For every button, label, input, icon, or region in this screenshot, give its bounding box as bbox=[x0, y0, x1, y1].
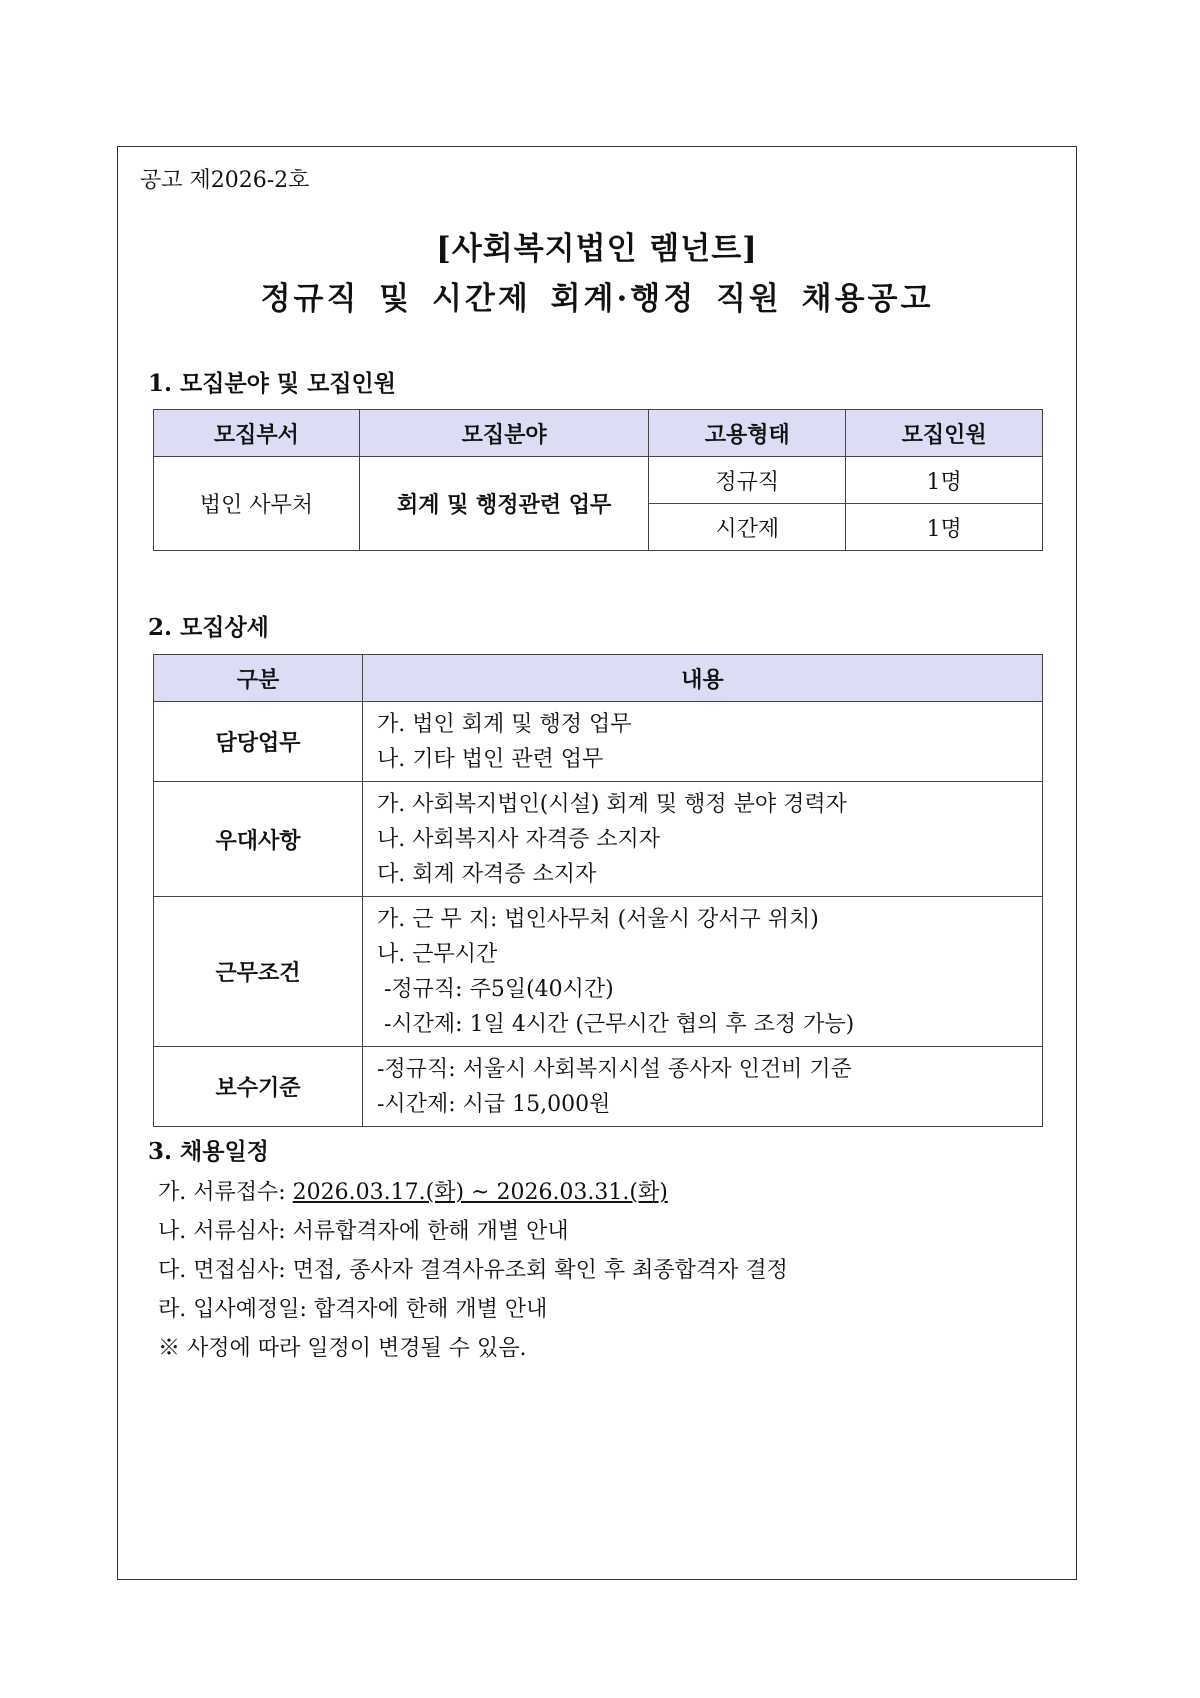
header-employment-type: 고용형태 bbox=[649, 410, 846, 457]
headcount-cell: 1명 bbox=[846, 457, 1043, 504]
row-label-conditions: 근무조건 bbox=[154, 897, 363, 1047]
schedule-item-interview: 다. 면접심사: 면접, 종사자 결격사유조회 확인 후 최종합격자 결정 bbox=[158, 1258, 788, 1283]
notice-number: 공고 제2026-2호 bbox=[140, 168, 310, 193]
employment-type-cell: 시간제 bbox=[649, 504, 846, 551]
content-line: -시간제: 1일 4시간 (근무시간 협의 후 조정 가능) bbox=[377, 1012, 855, 1037]
content-line: 나. 근무시간 bbox=[377, 942, 498, 967]
schedule-item-document-submission bbox=[158, 1173, 788, 1212]
table-row bbox=[154, 702, 1043, 782]
table-row bbox=[154, 1047, 1043, 1127]
table-header-row bbox=[154, 655, 1043, 702]
recruitment-table bbox=[153, 409, 1043, 551]
content-line: -시간제: 시급 15,000원 bbox=[377, 1092, 611, 1117]
schedule-item-start-date: 라. 입사예정일: 합격자에 한해 개별 안내 bbox=[158, 1297, 548, 1322]
row-label-salary: 보수기준 bbox=[154, 1047, 363, 1127]
content-line: 가. 근 무 지: 법인사무처 (서울시 강서구 위치) bbox=[377, 907, 819, 932]
section2-heading: 2. 모집상세 bbox=[148, 614, 269, 641]
header-department: 모집부서 bbox=[154, 410, 360, 457]
schedule-item-document-review: 나. 서류심사: 서류합격자에 한해 개별 안내 bbox=[158, 1219, 569, 1244]
header-field: 모집분야 bbox=[359, 410, 649, 457]
row-label-preferences: 우대사항 bbox=[154, 782, 363, 897]
row-content-duties bbox=[363, 702, 1043, 782]
row-content-conditions bbox=[363, 897, 1043, 1047]
content-line: 가. 사회복지법인(시설) 회계 및 행정 분야 경력자 bbox=[377, 792, 847, 817]
section3-heading: 3. 채용일정 bbox=[148, 1138, 269, 1165]
table-row bbox=[154, 457, 1043, 504]
header-content: 내용 bbox=[363, 655, 1043, 702]
department-cell: 법인 사무처 bbox=[154, 457, 360, 551]
row-label-duties: 담당업무 bbox=[154, 702, 363, 782]
section1-heading: 1. 모집분야 및 모집인원 bbox=[148, 370, 396, 397]
schedule-item-label: 가. 서류접수: bbox=[158, 1180, 293, 1205]
content-line: -정규직: 서울시 사회복지시설 종사자 인건비 기준 bbox=[377, 1057, 852, 1082]
header-headcount: 모집인원 bbox=[846, 410, 1043, 457]
content-line: -정규직: 주5일(40시간) bbox=[377, 977, 614, 1002]
page-title-line1: [사회복지법인 렘넌트] bbox=[436, 231, 758, 267]
content-line: 나. 사회복지사 자격증 소지자 bbox=[377, 827, 660, 852]
table-row bbox=[154, 782, 1043, 897]
table-header-row bbox=[154, 410, 1043, 457]
schedule-note: ※ 사정에 따라 일정이 변경될 수 있음. bbox=[158, 1336, 527, 1361]
details-table bbox=[153, 654, 1043, 1127]
headcount-cell: 1명 bbox=[846, 504, 1043, 551]
content-line: 나. 기타 법인 관련 업무 bbox=[377, 747, 604, 772]
header-category: 구분 bbox=[154, 655, 363, 702]
page-title-line2: 정규직 및 시간제 회계·행정 직원 채용공고 bbox=[260, 281, 934, 317]
content-line: 다. 회계 자격증 소지자 bbox=[377, 862, 597, 887]
field-cell: 회계 및 행정관련 업무 bbox=[359, 457, 649, 551]
content-line: 가. 법인 회계 및 행정 업무 bbox=[377, 712, 632, 737]
row-content-salary bbox=[363, 1047, 1043, 1127]
table-row bbox=[154, 897, 1043, 1047]
schedule-dates: 2026.03.17.(화) ~ 2026.03.31.(화) bbox=[292, 1180, 668, 1205]
row-content-preferences bbox=[363, 782, 1043, 897]
employment-type-cell: 정규직 bbox=[649, 457, 846, 504]
document-frame bbox=[117, 146, 1077, 1580]
schedule-list bbox=[158, 1173, 788, 1368]
